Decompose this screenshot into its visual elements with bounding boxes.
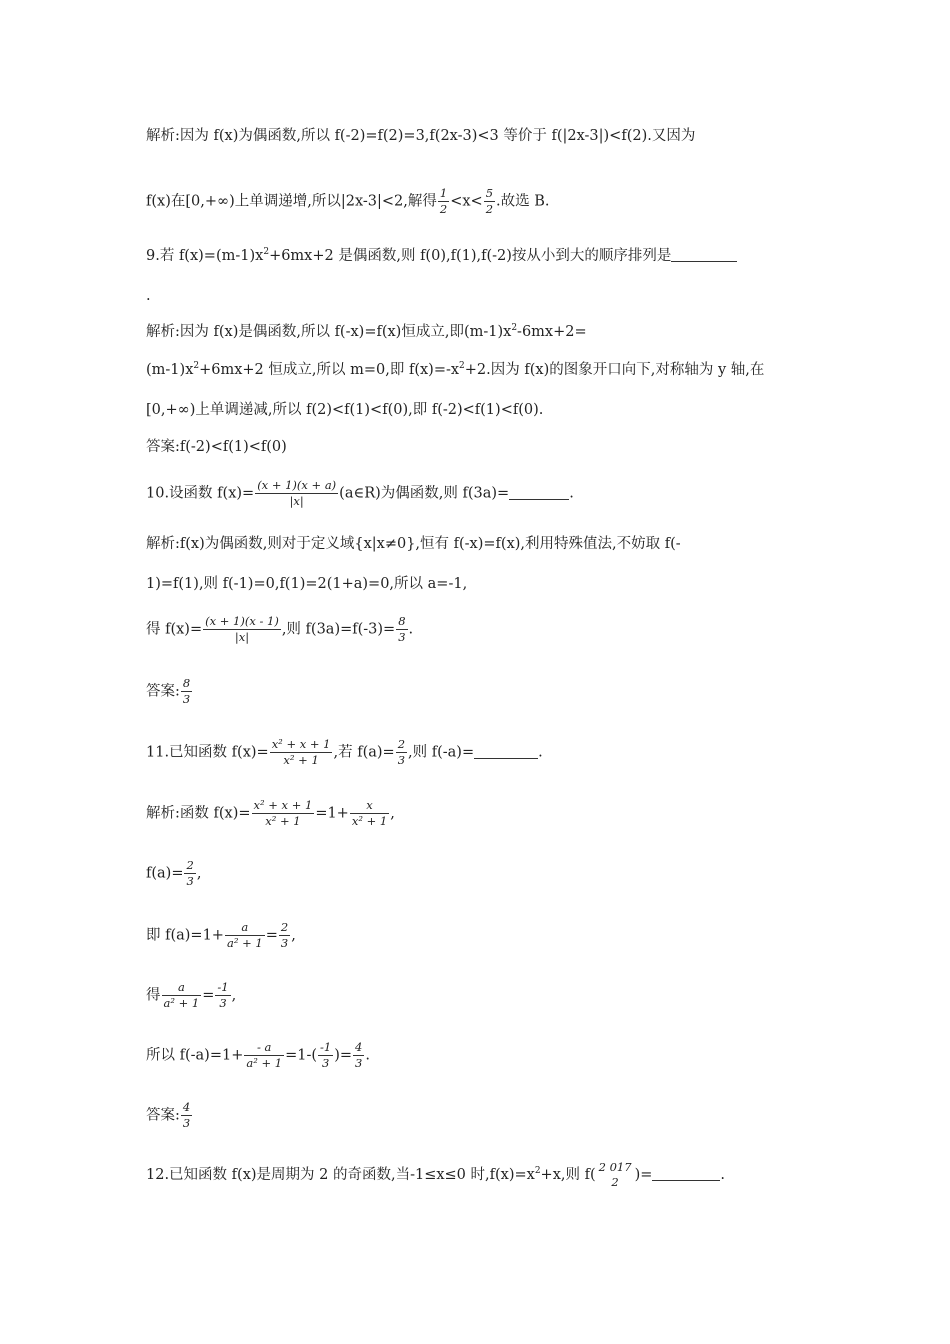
question-9-analysis-1: 解析:因为 f(x)是偶函数,所以 f(-x)=f(x)恒成立,即$(m-1)x^2-6mx+2=$ bbox=[146, 323, 587, 340]
answer-blank[interactable] bbox=[652, 1166, 720, 1181]
analysis-line-2: f(x)在[0,+∞)上单调递增,所以|2x-3|<2,解得 $\frac{1}{2}$ <x< $\frac{5}{2}$ .故选 B. bbox=[146, 186, 550, 216]
fraction-expression: $\frac{\text{x² + x + 1}}{\text{x² + 1}}$ bbox=[253, 798, 313, 828]
question-10-stem: 10.设函数 f(x)= $\frac{(x + 1)(x + a)}{|x|}$ (a∈R)为偶函数,则 f(3a)= . bbox=[146, 478, 574, 508]
fraction-expression: $\frac{x}{\text{x² + 1}}$ bbox=[351, 798, 388, 828]
answer-blank[interactable] bbox=[509, 485, 569, 500]
answer-blank[interactable] bbox=[474, 744, 538, 759]
question-10-analysis-1: 解析:f(x)为偶函数,则对于定义域{x|x≠0},恒有 f(-x)=f(x),利用特殊值法,不妨取 f(- bbox=[146, 536, 681, 552]
fraction-half: $\frac{1}{2}$ bbox=[439, 186, 448, 216]
question-11-analysis-3: 即 f(a)=1+ $\frac{a}{\text{a² + 1}}$ = $\frac{2}{3}$ , bbox=[146, 920, 296, 950]
fraction-neg-one-third: $\frac{-1}{3}$ bbox=[217, 980, 229, 1010]
question-11-stem: 11.已知函数 f(x)= $\frac{\text{x² + x + 1}}{\text{x² + 1}}$ ,若 f(a)= $\frac{2}{3}$ ,则 f(-a)= . bbox=[146, 737, 543, 767]
fraction-expression: $\frac{(x + 1)(x - 1)}{|x|}$ bbox=[205, 614, 279, 644]
question-9-stem-end: . bbox=[146, 288, 151, 304]
fraction-expression: $\frac{a}{\text{a² + 1}}$ bbox=[226, 920, 263, 950]
question-12-stem: 12.已知函数 f(x)是周期为 2 的奇函数,当-1≤x≤0 时$,f(x)=x^2+x$,则 f( 2 017 2 )= . bbox=[146, 1160, 725, 1189]
question-9-analysis-3: [0,+∞)上单调递减,所以 f(2)<f(1)<f(0),即 f(-2)<f(1)<f(0). bbox=[146, 402, 544, 418]
question-11-analysis-5: 所以 f(-a)=1+ $\frac{- a}{\text{a² + 1}}$ =1-( $\frac{-1}{3}$ )= $\frac{4}{3}$ . bbox=[146, 1040, 370, 1070]
analysis-line-1: 解析:因为 f(x)为偶函数,所以 f(-2)=f(2)=3,f(2x-3)<3 等价于 f(|2x-3|)<f(2).又因为 bbox=[146, 128, 696, 144]
fraction-expression: $\frac{(x + 1)(x + a)}{|x|}$ bbox=[257, 478, 337, 508]
fraction-eight-thirds: $\frac{8}{3}$ bbox=[182, 676, 191, 706]
fraction-eight-thirds: $\frac{8}{3}$ bbox=[398, 614, 406, 644]
fraction-neg-one-third: $\frac{-1}{3}$ bbox=[320, 1040, 332, 1070]
fraction-expression: $\frac{- a}{\text{a² + 1}}$ bbox=[246, 1040, 283, 1070]
fraction-two-thirds: $\frac{2}{3}$ bbox=[280, 920, 289, 950]
question-11-analysis-1: 解析:函数 f(x)= $\frac{\text{x² + x + 1}}{\text{x² + 1}}$ =1+ $\frac{x}{\text{x² + 1}}$ , bbox=[146, 798, 395, 828]
question-11-answer: 答案: $\frac{4}{3}$ bbox=[146, 1100, 191, 1130]
question-10-analysis-2: 1)=f(1),则 f(-1)=0,f(1)=2(1+a)=0,所以 a=-1, bbox=[146, 576, 468, 592]
question-9-answer: 答案:f(-2)<f(1)<f(0) bbox=[146, 439, 287, 455]
question-10-analysis-3: 得 f(x)= $\frac{(x + 1)(x - 1)}{|x|}$ ,则 f(3a)=f(-3)= $\frac{8}{3}$ . bbox=[146, 614, 414, 644]
question-9-analysis-2: $(m-1)x^2+6mx+2$ 恒成立,所以 m=0,即 $f(x)=-x^2+2$.因为 f(x)的图象开口向下,对称轴为 y 轴,在 bbox=[146, 361, 765, 378]
question-9-stem: 9.若 $f(x)=(m-1)x^2+6mx+2$ 是偶函数,则 f(0),f(1),f(-2)按从小到大的顺序排列是 bbox=[146, 246, 737, 266]
fraction-five-halves: $\frac{5}{2}$ bbox=[485, 186, 494, 216]
fraction-two-thirds: $\frac{2}{3}$ bbox=[186, 858, 194, 888]
question-11-analysis-4: 得 $\frac{a}{\text{a² + 1}}$ = $\frac{-1}{3}$ , bbox=[146, 980, 237, 1010]
answer-blank[interactable] bbox=[671, 247, 737, 262]
fraction-two-thirds: $\frac{2}{3}$ bbox=[397, 737, 406, 767]
question-11-analysis-2: f(a)= $\frac{2}{3}$ , bbox=[146, 858, 202, 888]
fraction-expression: $\frac{a}{\text{a² + 1}}$ bbox=[163, 980, 200, 1010]
fraction-2017-halves: 2 017 2 bbox=[598, 1160, 632, 1189]
fraction-expression: $\frac{\text{x² + x + 1}}{\text{x² + 1}}$ bbox=[271, 737, 331, 767]
question-10-answer: 答案: $\frac{8}{3}$ bbox=[146, 676, 191, 706]
fraction-four-thirds: $\frac{4}{3}$ bbox=[182, 1100, 191, 1130]
fraction-four-thirds: $\frac{4}{3}$ bbox=[355, 1040, 363, 1070]
